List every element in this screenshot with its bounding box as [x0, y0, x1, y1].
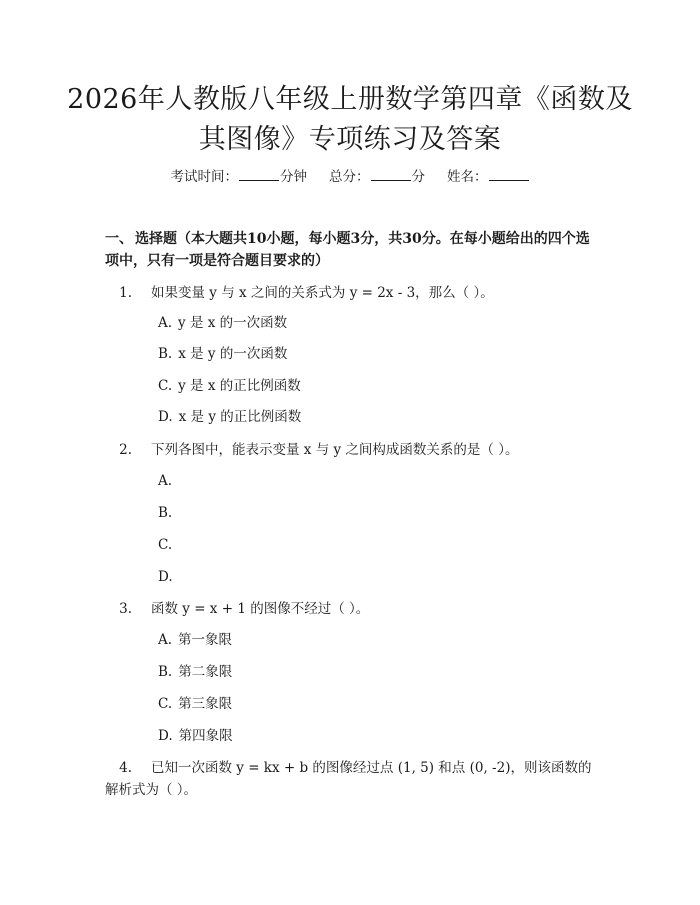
question-text: 函数 y = x + 1 的图像不经过（ ）。: [151, 601, 370, 617]
q2-option-a: A.: [158, 473, 173, 489]
question-2: [105, 439, 600, 461]
q2-option-c: C.: [158, 537, 173, 553]
time-blank: [239, 167, 279, 181]
q1-option-c: C. y 是 x 的正比例函数: [158, 378, 301, 394]
exam-meta-line: [0, 167, 700, 187]
time-unit: 分钟: [280, 169, 307, 185]
question-4: [105, 757, 600, 801]
question-number: 4.: [119, 760, 132, 776]
section-heading: [105, 228, 600, 272]
section-heading-text: 选择题（本大题共10小题，每小题3分，共30分。在每小题给出的四个选项中，只有一项是符合题目要求的）: [105, 231, 590, 269]
question-number: 2.: [119, 442, 132, 458]
q3-option-d: D. 第四象限: [158, 728, 233, 744]
question-text: 已知一次函数 y = kx + b 的图像经过点 (1, 5) 和点 (0, -2)，则该函数的解析式为（ ）。: [105, 760, 592, 798]
section-number: 一、: [105, 231, 133, 247]
q2-option-b: B.: [158, 505, 173, 521]
question-text: 如果变量 y 与 x 之间的关系式为 y = 2x - 3，那么（ ）。: [151, 285, 494, 301]
question-number: 3.: [119, 601, 132, 617]
q1-option-a: A. y 是 x 的一次函数: [158, 315, 288, 331]
question-1: [105, 282, 600, 304]
question-number: 1.: [119, 285, 132, 301]
score-unit: 分: [411, 169, 425, 185]
question-text: 下列各图中，能表示变量 x 与 y 之间构成函数关系的是（ ）。: [151, 442, 519, 458]
score-blank: [371, 167, 411, 181]
name-label: 姓名：: [447, 169, 488, 185]
q3-option-c: C. 第三象限: [158, 696, 233, 712]
question-3: [105, 598, 600, 620]
q3-option-a: A. 第一象限: [158, 632, 233, 648]
q1-option-d: D. x 是 y 的正比例函数: [158, 409, 302, 425]
q2-option-d: D.: [158, 569, 173, 585]
score-label: 总分：: [329, 169, 370, 185]
page-title: 2026年人教版八年级上册数学第四章《函数及其图像》专项练习及答案: [67, 84, 633, 155]
name-blank: [489, 167, 529, 181]
time-label: 考试时间：: [170, 169, 238, 185]
q3-option-b: B. 第二象限: [158, 664, 233, 680]
q1-option-b: B. x 是 y 的一次函数: [158, 346, 288, 362]
